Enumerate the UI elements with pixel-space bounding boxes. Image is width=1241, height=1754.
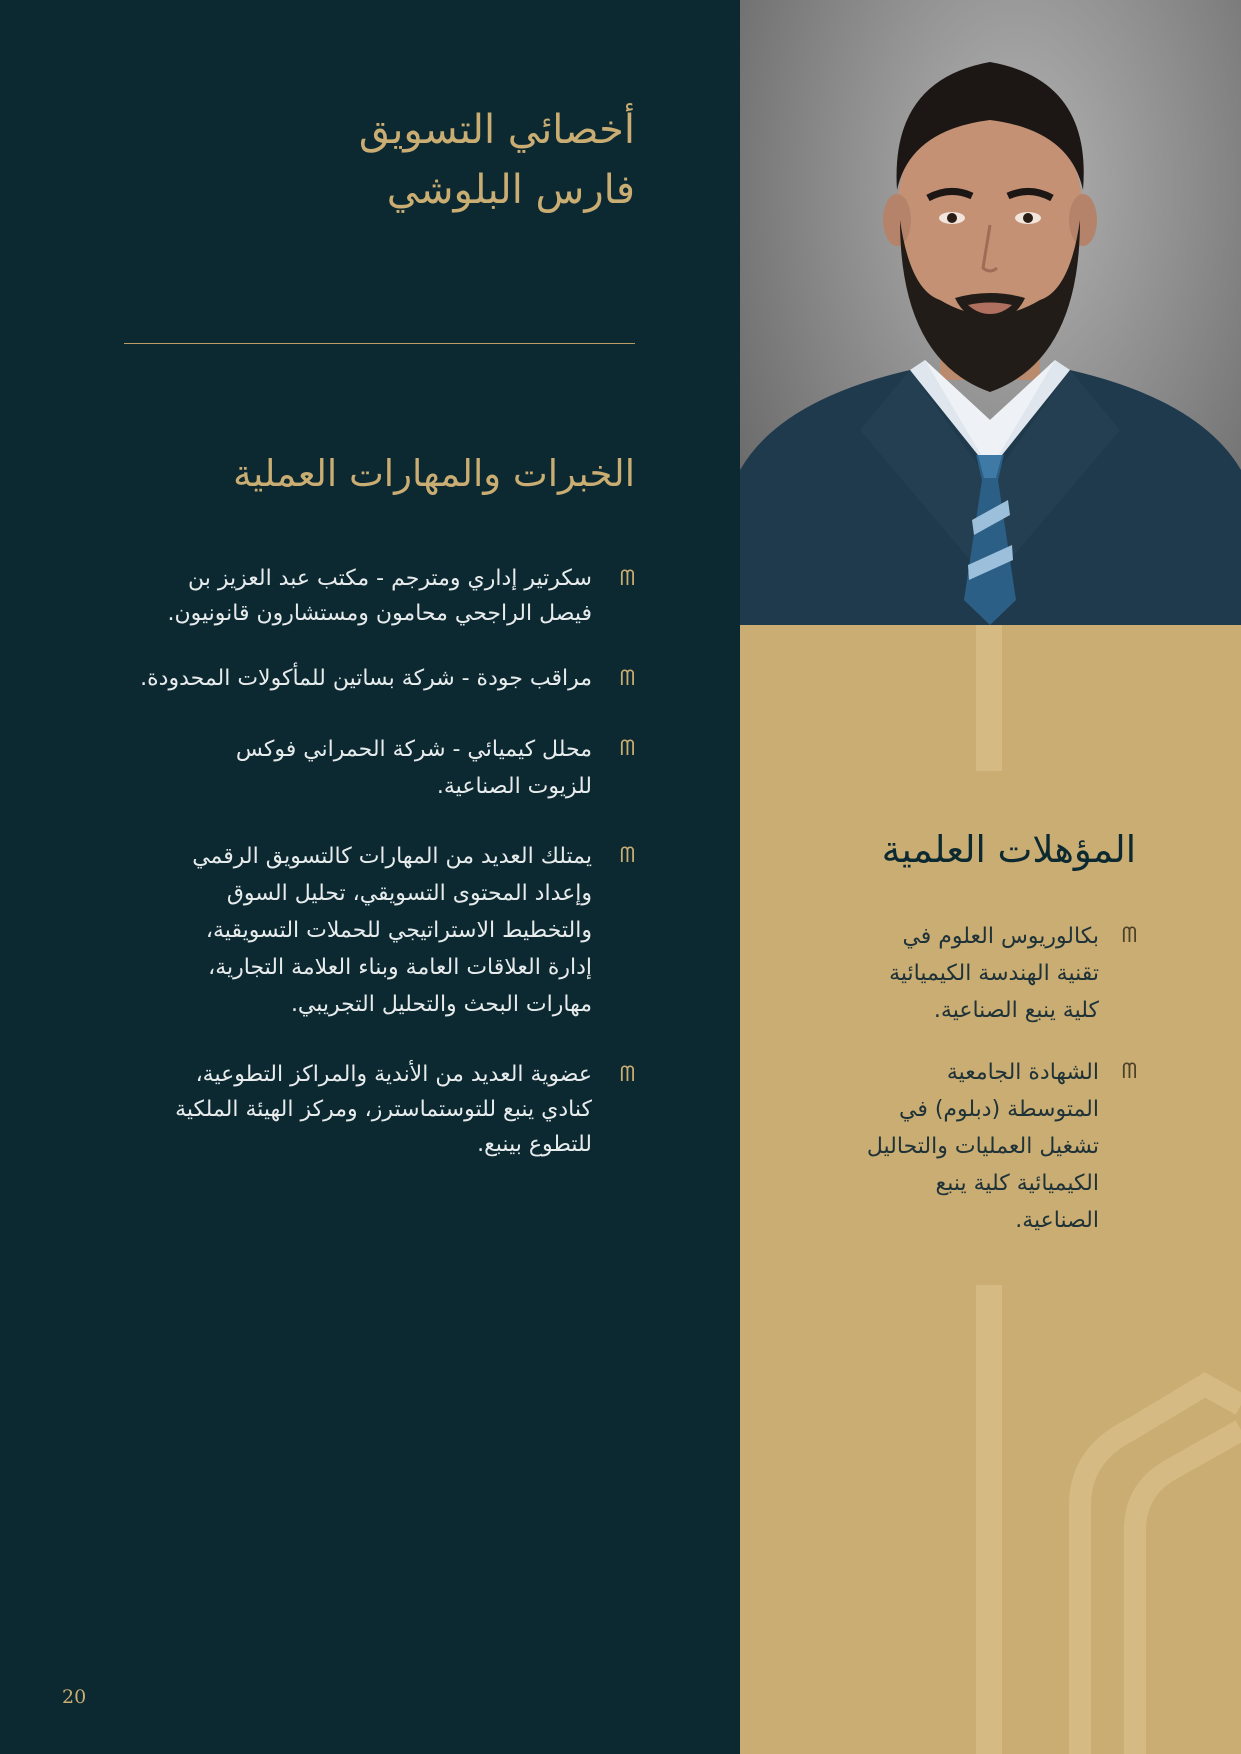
qualification-line: الصناعية.	[1015, 1208, 1099, 1233]
experience-line: فيصل الراجحي محامون ومستشارون قانونيون.	[167, 601, 592, 626]
experience-line: يمتلك العديد من المهارات كالتسويق الرقمي	[192, 844, 592, 869]
arch-bullet-icon: ᗰ	[1121, 923, 1137, 947]
portrait-photo	[740, 0, 1241, 625]
experience-line: كنادي ينبع للتوستماسترز، ومركز الهيئة الملكية	[175, 1097, 592, 1122]
experience-item	[236, 731, 592, 805]
portrait-illustration	[740, 0, 1241, 625]
experience-heading: الخبرات والمهارات العملية	[233, 452, 635, 495]
qualification-item	[867, 1054, 1099, 1239]
qualification-line: تشغيل العمليات والتحاليل	[866, 1134, 1099, 1159]
experience-line: للتطوع بينبع.	[477, 1132, 592, 1157]
experience-item	[140, 661, 592, 696]
experience-line: إدارة العلاقات العامة وبناء العلامة التجارية،	[208, 955, 592, 980]
experience-line: والتخطيط الاستراتيجي للحملات التسويقية،	[205, 918, 592, 943]
experience-line: مهارات البحث والتحليل التجريبي.	[290, 992, 592, 1017]
arch-bullet-icon: ᗰ	[619, 736, 635, 760]
experience-line: عضوية العديد من الأندية والمراكز التطوعية،	[195, 1062, 592, 1087]
arch-bullet-icon: ᗰ	[619, 666, 635, 690]
qualification-line: كلية ينبع الصناعية.	[933, 998, 1099, 1023]
qualification-line: الشهادة الجامعية	[946, 1060, 1099, 1085]
experience-item	[168, 561, 592, 631]
experience-line: وإعداد المحتوى التسويقي، تحليل السوق	[226, 881, 592, 906]
arch-bullet-icon: ᗰ	[1121, 1059, 1137, 1083]
qualification-line: المتوسطة (دبلوم) في	[898, 1097, 1099, 1122]
arch-bullet-icon: ᗰ	[619, 566, 635, 590]
job-title: أخصائي التسويق	[358, 107, 635, 153]
arch-bullet-icon: ᗰ	[619, 843, 635, 867]
divider	[124, 343, 635, 344]
qualification-line: الكيميائية كلية ينبع	[935, 1171, 1099, 1196]
experience-line: للزيوت الصناعية.	[436, 774, 592, 799]
experience-line: محلل كيميائي - شركة الحمراني فوكس	[235, 737, 592, 762]
experience-item	[192, 838, 592, 1023]
experience-line: سكرتير إداري ومترجم - مكتب عبد العزيز بن	[188, 566, 592, 591]
experience-item	[175, 1057, 592, 1162]
qualification-line: تقنية الهندسة الكيميائية	[889, 961, 1099, 986]
qualification-item	[889, 918, 1099, 1029]
qualification-line: بكالوريوس العلوم في	[902, 924, 1099, 949]
arch-bullet-icon: ᗰ	[619, 1062, 635, 1086]
experience-line: مراقب جودة - شركة بساتين للمأكولات المحدودة.	[140, 666, 592, 691]
person-name: فارس البلوشي	[386, 167, 635, 213]
page-number: 20	[62, 1686, 87, 1708]
qualifications-heading: المؤهلات العلمية	[881, 828, 1136, 871]
